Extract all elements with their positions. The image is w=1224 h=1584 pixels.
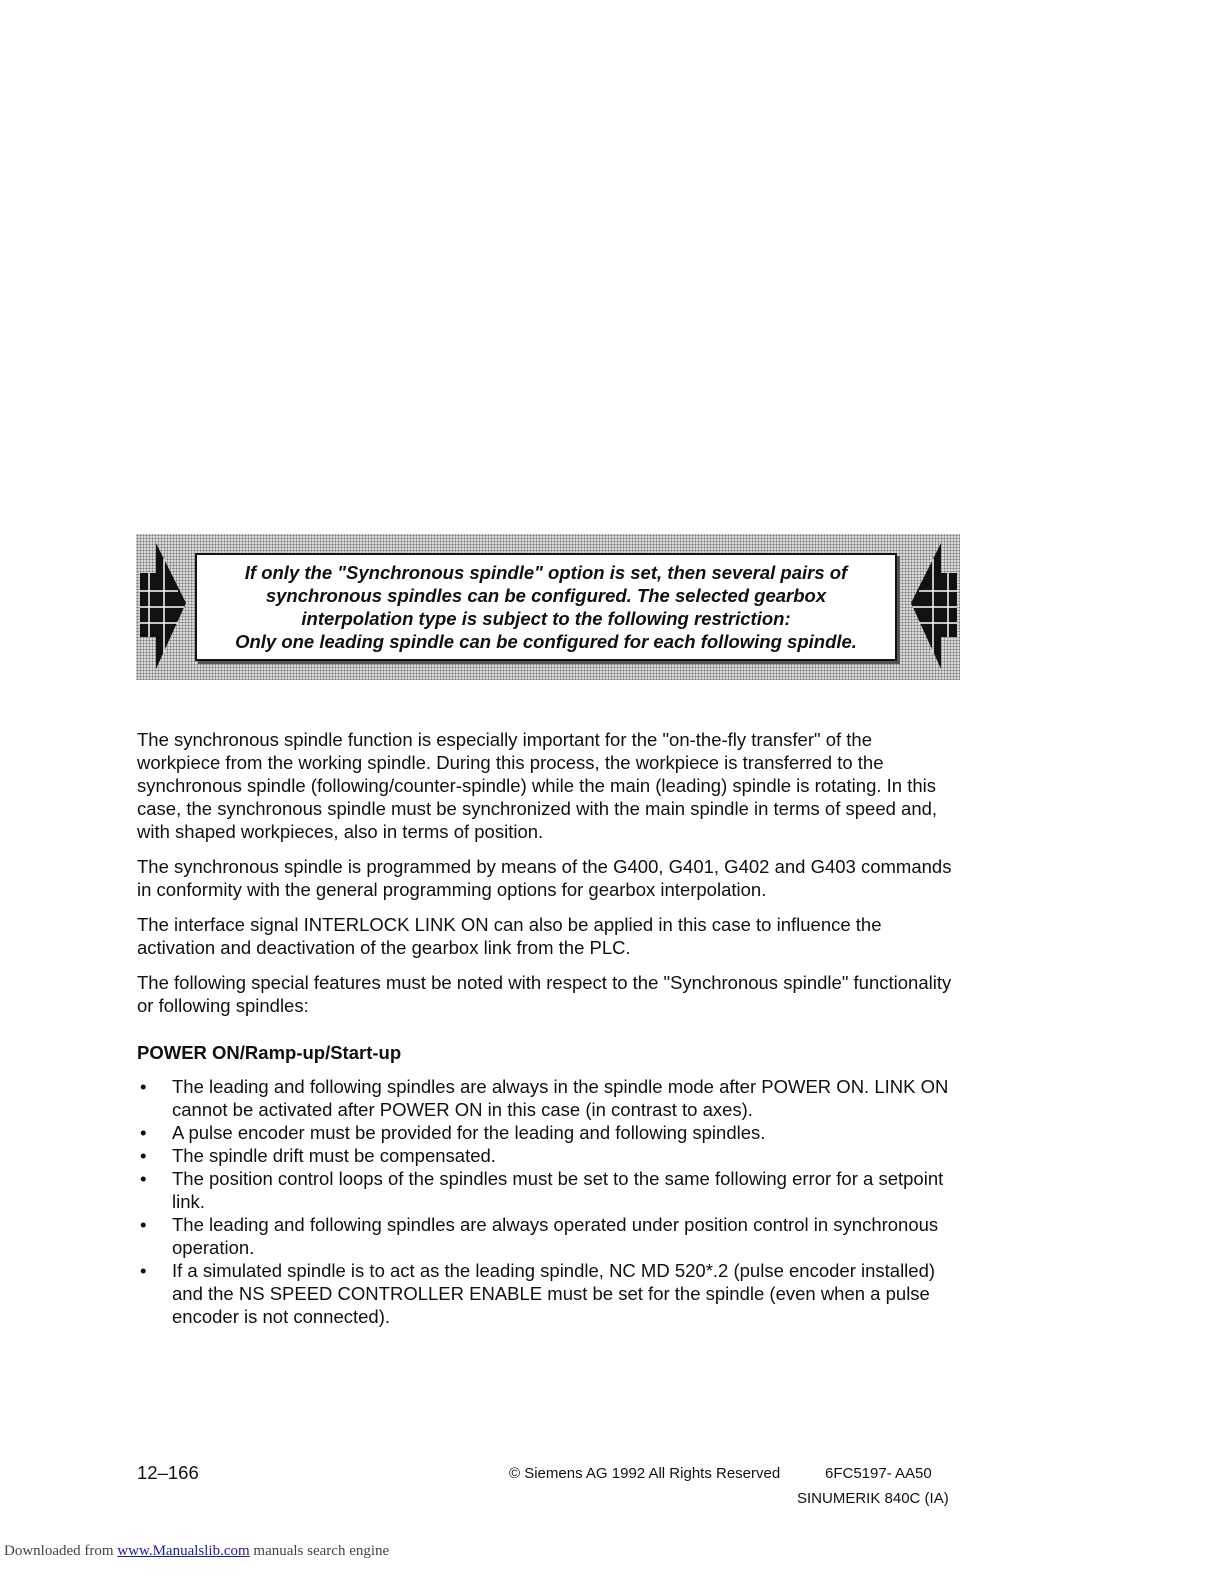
list-item-text: The leading and following spindles are always operated under position control in synchronous operation.	[172, 1214, 939, 1258]
bullet-icon: •	[140, 1214, 147, 1235]
manualslib-link[interactable]: www.Manualslib.com	[117, 1543, 250, 1559]
notice-line: Only one leading spindle can be configured for each following spindle.	[235, 631, 857, 652]
bullet-icon: •	[140, 1076, 147, 1097]
download-prefix: Downloaded from	[4, 1543, 118, 1559]
section-heading: POWER ON/Ramp-up/Start-up	[137, 1042, 402, 1063]
product-name: SINUMERIK 840C (IA)	[797, 1490, 949, 1507]
download-banner	[4, 1543, 389, 1560]
notice-line: If only the "Synchronous spindle" option is set, then several pairs of	[244, 562, 848, 583]
list-item-text: If a simulated spindle is to act as the leading spindle, NC MD 520*.2 (pulse encoder installed) and the NS SPEED CONTROLLER ENABLE must be set for the spindle (even when a pulse encoder is not connected).	[172, 1260, 936, 1327]
notice-line: synchronous spindles can be configured. The selected gearbox	[265, 585, 827, 606]
notice-box	[195, 553, 897, 661]
copyright-notice: © Siemens AG 1992 All Rights Reserved	[509, 1465, 781, 1482]
list-item	[137, 1121, 957, 1144]
body-paragraph: The following special features must be noted with respect to the "Synchronous spindle" functionality or following spindles:	[137, 972, 952, 1016]
list-item-text: A pulse encoder must be provided for the leading and following spindles.	[172, 1122, 766, 1143]
warning-arrow-icon	[911, 543, 957, 671]
warning-arrow-icon	[140, 543, 186, 671]
bullet-icon: •	[140, 1168, 147, 1189]
list-item	[137, 1259, 957, 1328]
body-paragraph: The synchronous spindle is programmed by means of the G400, G401, G402 and G403 commands in conformity with the general programming options for gearbox interpolation.	[137, 856, 952, 900]
list-item	[137, 1075, 957, 1121]
body-paragraph: The interface signal INTERLOCK LINK ON can also be applied in this case to influence the activation and deactivation of the gearbox link from the PLC.	[137, 914, 882, 958]
page-number: 12–166	[137, 1462, 199, 1483]
list-item	[137, 1167, 957, 1213]
download-suffix: manuals search engine	[249, 1543, 390, 1559]
list-item-text: The position control loops of the spindles must be set to the same following error for a setpoint link.	[172, 1168, 944, 1212]
order-number: 6FC5197- AA50	[825, 1465, 932, 1482]
bullet-icon: •	[140, 1145, 147, 1166]
list-item-text: The spindle drift must be compensated.	[172, 1145, 496, 1166]
bullet-icon: •	[140, 1260, 147, 1281]
list-item	[137, 1144, 957, 1167]
notice-line: interpolation type is subject to the following restriction:	[301, 608, 791, 629]
list-item-text: The leading and following spindles are always in the spindle mode after POWER ON. LINK ON cannot be activated after POWER ON in this case (in contrast to axes).	[172, 1076, 949, 1120]
bullet-list	[137, 1075, 957, 1328]
list-item	[137, 1213, 957, 1259]
bullet-icon: •	[140, 1122, 147, 1143]
body-paragraph: The synchronous spindle function is especially important for the "on-the-fly transfer" of the workpiece from the working spindle. During this process, the workpiece is transferred to the synchronous spindle (following/counter-spindle) while the main (leading) spindle is rotating. In this case, the synchronous spindle must be synchronized with the main spindle in terms of speed and, with shaped workpieces, also in terms of position.	[137, 729, 938, 842]
